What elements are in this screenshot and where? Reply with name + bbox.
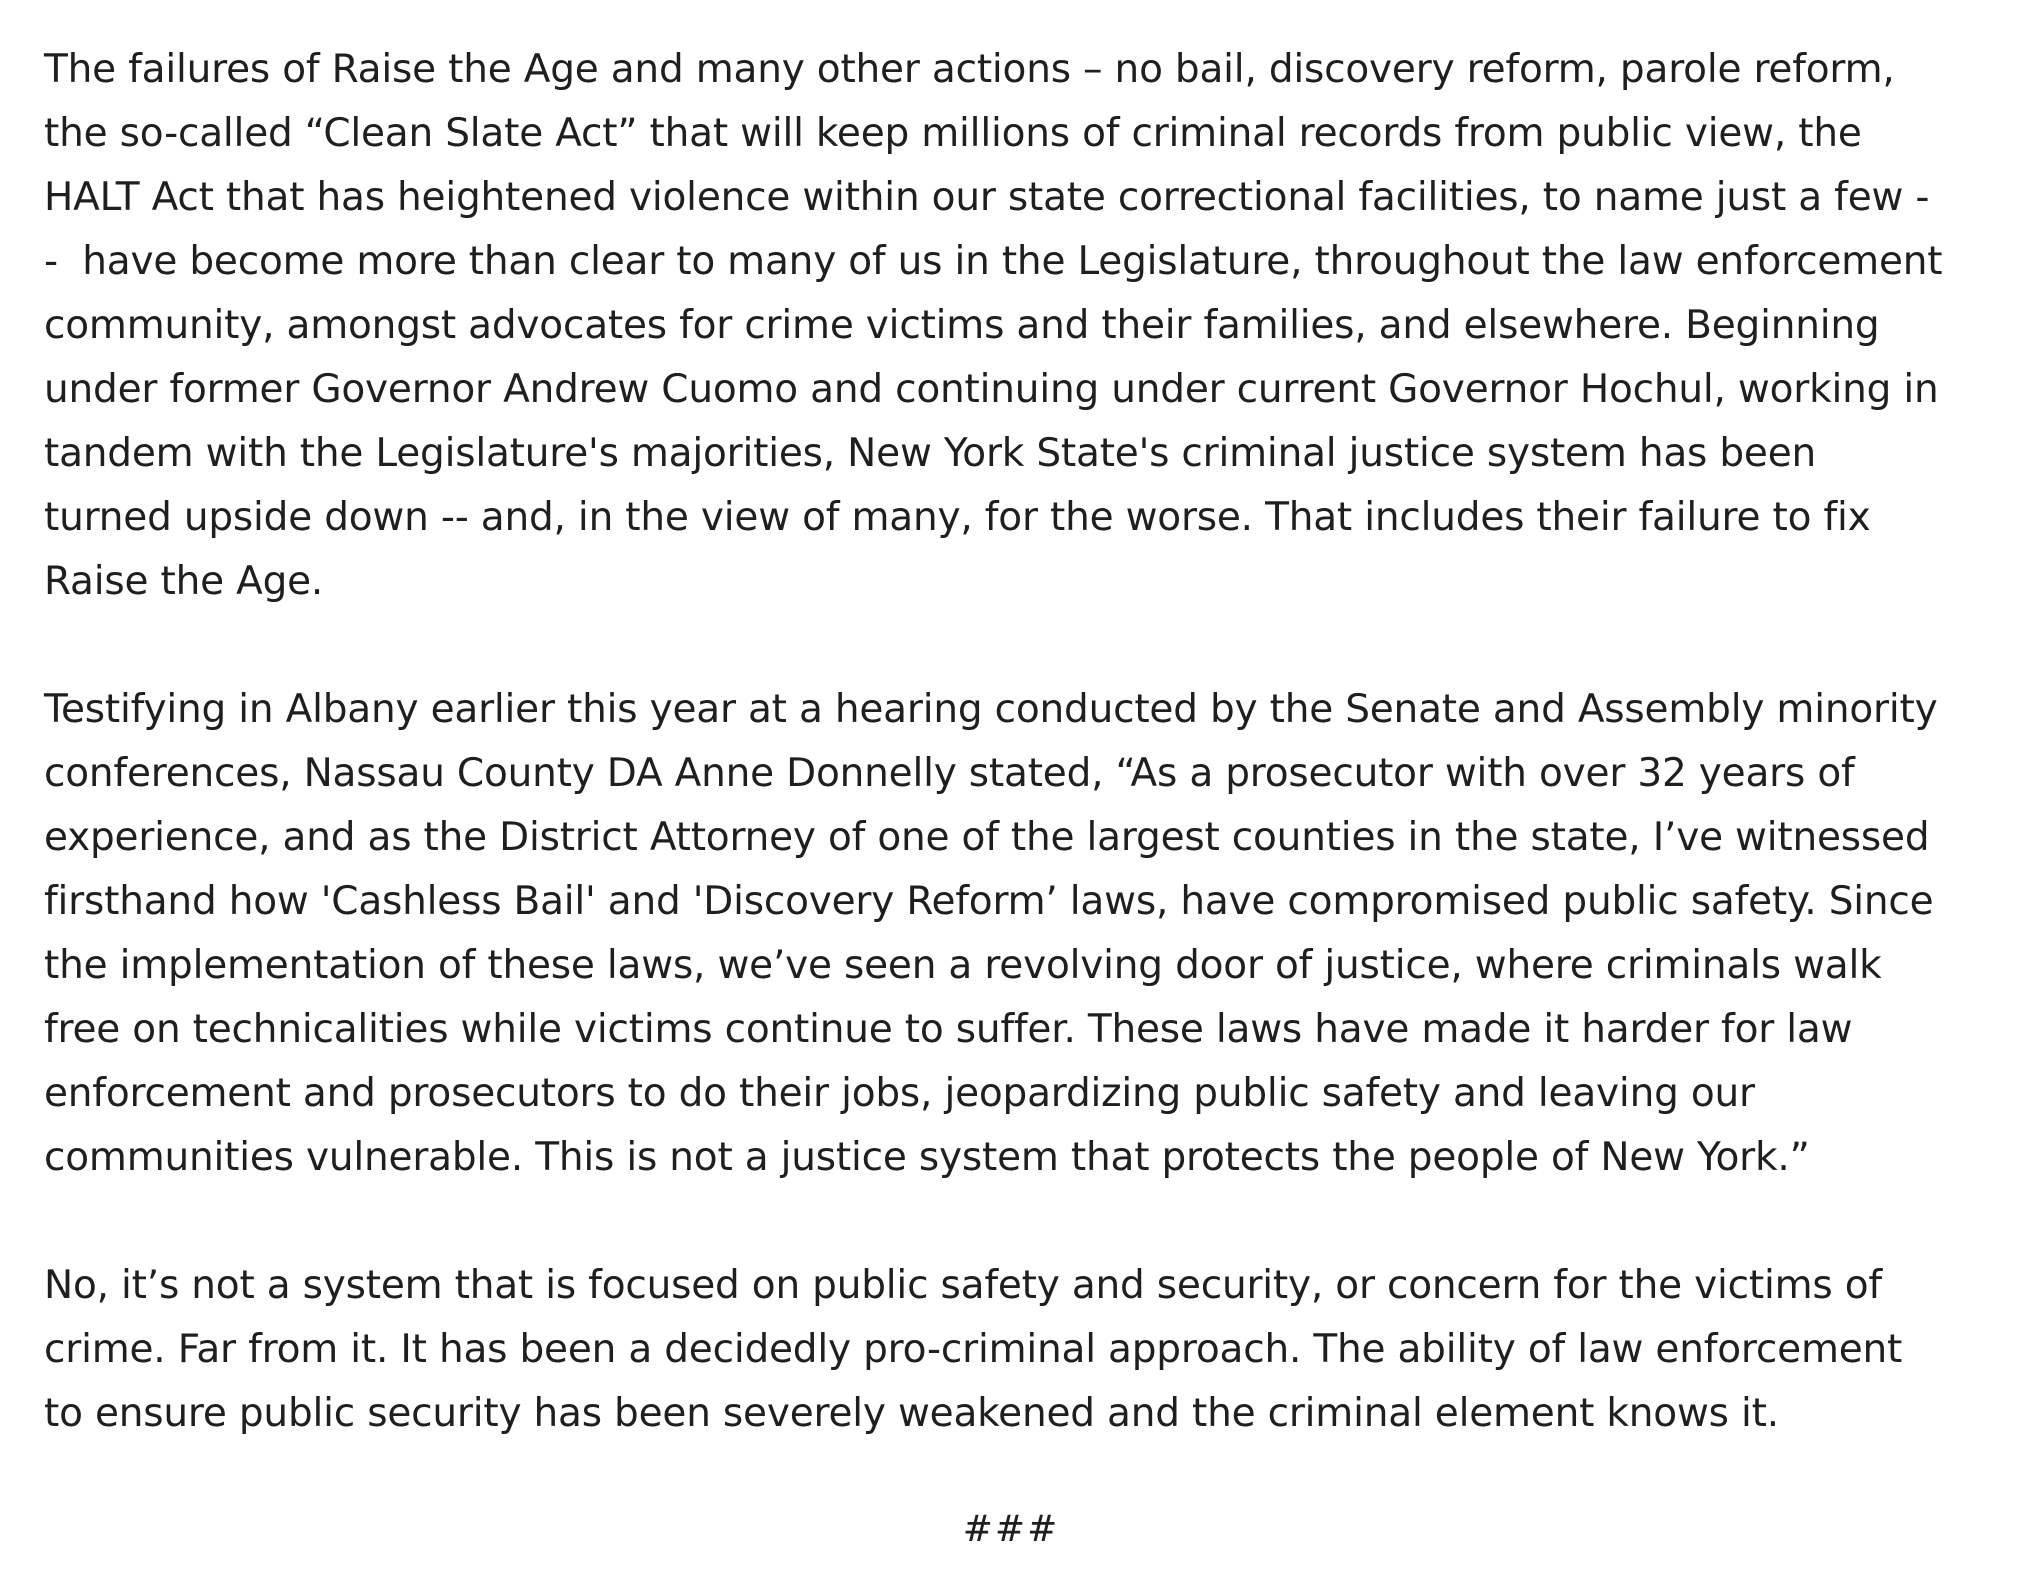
paragraph-line: community, amongst advocates for crime victims and their families, and elsewhere. Beginning (44, 303, 1880, 348)
paragraph-line: to ensure public security has been severely weakened and the criminal element knows it. (44, 1391, 1779, 1436)
paragraph-line: free on technicalities while victims continue to suffer. These laws have made it harder for law (44, 1007, 1853, 1052)
paragraph-line: The failures of Raise the Age and many other actions – no bail, discovery reform, parole reform, (44, 47, 1895, 92)
paragraph-line: Raise the Age. (44, 559, 324, 604)
document-body (44, 38, 2004, 1510)
paragraph-line: No, it’s not a system that is focused on public safety and security, or concern for the victims of (44, 1263, 1882, 1308)
paragraph-line: Testifying in Albany earlier this year at a hearing conducted by the Senate and Assembly minority (44, 687, 1938, 732)
end-of-release-mark: ### (962, 1509, 1060, 1550)
paragraph-line: crime. Far from it. It has been a decidedly pro-criminal approach. The ability of law enforcement (44, 1327, 1903, 1372)
paragraph-1 (44, 38, 2004, 614)
paragraph-3 (44, 1254, 2004, 1446)
paragraph-line: tandem with the Legislature's majorities, New York State's criminal justice system has been (44, 431, 1817, 476)
paragraph-line: conferences, Nassau County DA Anne Donnelly stated, “As a prosecutor with over 32 years of (44, 751, 1855, 796)
paragraph-line: communities vulnerable. This is not a justice system that protects the people of New York.” (44, 1135, 1810, 1180)
paragraph-line: the implementation of these laws, we’ve seen a revolving door of justice, where criminals walk (44, 943, 1882, 988)
paragraph-line: turned upside down -- and, in the view of many, for the worse. That includes their failure to fix (44, 495, 1871, 540)
paragraph-line: HALT Act that has heightened violence within our state correctional facilities, to name just a few - (44, 175, 1930, 220)
paragraph-line: experience, and as the District Attorney of one of the largest counties in the state, I’ve witnessed (44, 815, 1930, 860)
paragraph-line: the so-called “Clean Slate Act” that will keep millions of criminal records from public view, the (44, 111, 1862, 156)
paragraph-line: - have become more than clear to many of us in the Legislature, throughout the law enforcement (44, 239, 1943, 284)
paragraph-line: under former Governor Andrew Cuomo and continuing under current Governor Hochul, working in (44, 367, 1939, 412)
paragraph-2 (44, 678, 2004, 1190)
paragraph-line: firsthand how 'Cashless Bail' and 'Discovery Reform’ laws, have compromised public safety. Since (44, 879, 1934, 924)
paragraph-line: enforcement and prosecutors to do their jobs, jeopardizing public safety and leaving our (44, 1071, 1755, 1116)
